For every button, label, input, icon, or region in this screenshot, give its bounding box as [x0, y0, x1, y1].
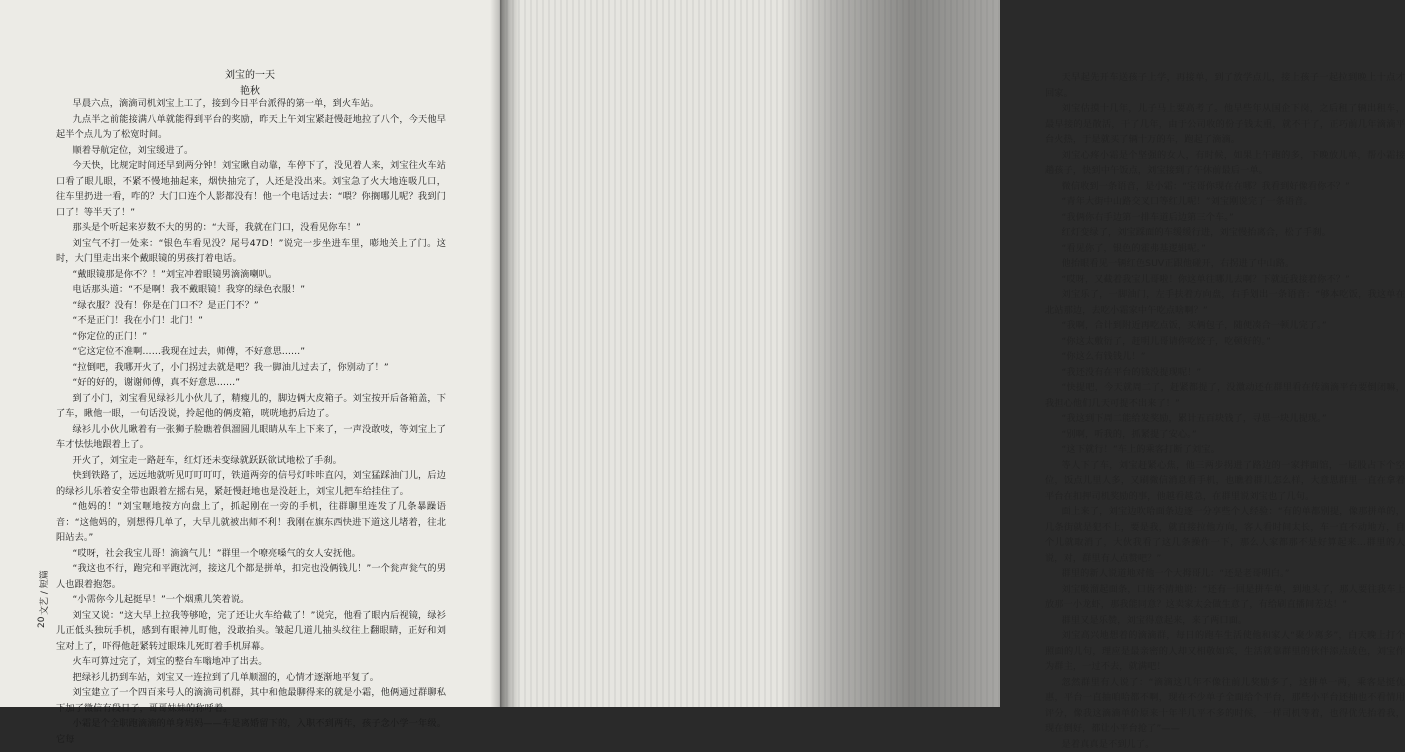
right-paragraph: “哎呀，又截着我宝儿哥啦！你这单往哪儿去啊？下就近我接着你不？”: [1045, 272, 1405, 288]
right-paragraph: 刘宝乐了，一脚油门，左手扶着方向盘，右手划出一条语音：“够本吃饭，我这单在北站那边，去吃小霜家中午吃点啥啊？”: [1045, 287, 1405, 318]
left-page-body: [56, 96, 446, 747]
left-paragraph: 绿衫儿小伙儿瞅着有一张狮子脸瞧着俱溜圆儿眼睛从车上下来了，一声没敢吱，等刘宝上了车才怯怯地跟着上了。: [56, 422, 446, 453]
left-paragraph: 刘宝气不打一处来：“银色车看见没？尾号47D！”说完一步坐进车里，嘭地关上了门。这时，大门里走出来个戴眼镜的男孩打着电话。: [56, 236, 446, 267]
right-paragraph: “我啊，合计到附近再吃点饭，买俩包子，随便凑合一顿儿完了。”: [1045, 318, 1405, 334]
left-paragraph: “他妈的！”刘宝咂地按方向盘上了，抓起刚在一旁的手机，往群聊里连发了几条暴躁语音：“这他妈的，别想得几单了，大早儿就被出师不利！我刚在旗东西快进下道这儿堵着，往北阳站去。”: [56, 499, 446, 546]
left-paragraph: 今天快，比规定时间还早到两分钟！刘宝瞅自动靠，车停下了，没见着人来，刘宝往火车站口看了眼儿眼，不紧不慢地抽起来，烟快抽完了，人还是没出来。刘宝急了火大地连吸几口，往车里扔进一看，咋的？大门口连个人影都没有！他一个电话过去：“喂？你搁哪儿呢？我到门口了！等半天了！”: [56, 158, 446, 220]
story-title: 刘宝的一天: [0, 66, 500, 81]
left-paragraph: “好的好的，谢谢师傅，真不好意思……”: [56, 375, 446, 391]
left-paragraph: 刘宝建立了一个四百来号人的滴滴司机群，其中和他最聊得来的就是小霜，他俩通过群聊私下加了微信有段日子，哥哥妹妹的称呼着。: [56, 685, 446, 716]
right-page-body: [1045, 70, 1405, 752]
page-number: 20: [37, 617, 47, 628]
left-paragraph: “我这也不行，跑完和平跑沈河，接这几个都是拼单，扣完也没俩钱儿！”一个瓮声瓮气的男人也跟着抱怨。: [56, 561, 446, 592]
left-paragraph: 小霜是个全职跑滴滴的单身妈妈——车是离婚留下的，入职不到两年，孩子念小学一年级。它每: [56, 716, 446, 747]
left-paragraph: 到了小门，刘宝看见绿衫儿小伙儿了，精瘦儿的，脚边俩大皮箱子。刘宝按开后备箱盖，下了车，瞅他一眼，一句话没说，拎起他的俩皮箱，咣咣地扔后边了。: [56, 391, 446, 422]
left-paragraph: “不是正门！我在小门！北门！”: [56, 313, 446, 329]
right-paragraph: 他抬眼看见一辆红色SUV正跟他碰开，右拐进了中山路。: [1045, 256, 1405, 272]
right-paragraph: 红灯变绿了，刘宝踩面的车缓缓行进，刘宝慢抬离合，松了手刹。: [1045, 225, 1405, 241]
right-paragraph: “你这么有钱钱儿！”: [1045, 349, 1405, 365]
right-paragraph: “这下就行！”车上的乘客打断了刘宝。: [1045, 442, 1405, 458]
left-paragraph: “哎呀，社会我宝儿哥！滴滴气儿！”群里一个嘹亮嗓气的女人安抚他。: [56, 546, 446, 562]
right-paragraph: 刘宝吸溜起面条，口齿不清地说：“还有一回是拼车单，到地头了，那人要往我车上放那一小龙虾，那我能同意？这卖家太会做生意了，有给刷直播间差达！”: [1045, 582, 1405, 613]
left-paragraph: “绿衣服？没有！你是在门口不？是正门不？”: [56, 298, 446, 314]
left-paragraph: 把绿衫儿扔到车站，刘宝又一连拉到了几单顺溜的，心情才逐渐地平复了。: [56, 670, 446, 686]
left-paragraph: 九点半之前能接满八单就能得到平台的奖励，昨天上午刘宝紧赶慢赶地拉了八个，今天他早起半个点儿为了松宽时间。: [56, 112, 446, 143]
left-page: [0, 0, 500, 707]
right-paragraph: 刘宝估摸十几年，儿子马上要高考了。他早些年从国企下岗，之后租了辆出租车，最早接的是散活，干了几年，由于公司收的份子钱太重，就不干了，正巧前几年滴滴平台火热，于是就买了辆十万的车，跑起了滴滴。: [1045, 101, 1405, 148]
left-paragraph: 刘宝又说：“这大早上拉我等够呛，完了还让火车给截了！”说完，他看了眼内后视镜，绿衫儿正低头独玩手机，感到有眼神儿盯他，没敢抬头。皱起几道儿抽头纹往上翻眼睛，正好和刘宝对上了，吓得他赶紧转过眼珠儿死盯着手机屏幕。: [56, 608, 446, 655]
left-paragraph: 火车可算过完了，刘宝的整台车嗡地冲了出去。: [56, 654, 446, 670]
right-paragraph: 等人下了车，刘宝赶紧心焦，他三两步拐进了路边的一家拌面馆，一屁股占下个空位，饭点儿里人多，又刷微信消息看手机，也瞧着群儿怎么样，大意思群里一直在拿着平台在扣押司机奖励的事，他越看越急，在群里说刘宝也了几句。: [1045, 458, 1405, 505]
right-paragraph: 微信收到一条语音，是小霜：“宝哥你现在在哪？我看到好像看你不？”: [1045, 179, 1405, 195]
right-paragraph: 群里又是乐赞，刘宝得意起来，来了两口面。: [1045, 613, 1405, 629]
author-name: 艳秋: [0, 82, 500, 97]
book-gutter: [490, 0, 510, 707]
left-paragraph: 顺着导航定位，刘宝缓进了。: [56, 143, 446, 159]
left-paragraph: “它这定位不准啊……我现在过去，师傅，不好意思……”: [56, 344, 446, 360]
left-paragraph: “戴眼镜那是你不？！”刘宝冲着眼镜男滴滴喇叭。: [56, 267, 446, 283]
left-paragraph: “你定位的正门！”: [56, 329, 446, 345]
right-paragraph: 是着真真是不到儿了。: [1045, 737, 1405, 752]
left-paragraph: 开火了，刘宝走一路赶车，红灯还未变绿就跃跃欲试地松了手刹。: [56, 453, 446, 469]
left-paragraph: 电话那头道：“不是啊！我不戴眼镜！我穿的绿色衣服！”: [56, 282, 446, 298]
left-paragraph: 那头是个听起来岁数不大的男的：“大哥，我就在门口，没看见你车！”: [56, 220, 446, 236]
left-paragraph: 快到铁路了，远远地就听见叮叮叮叮，铁道两旁的信号灯咔咔直闪，刘宝猛踩油门儿，后边的绿衫儿乐着安全带也跟着左摇右晃，紧赶慢赶地也是没赶上，刘宝儿把车给挂住了。: [56, 468, 446, 499]
right-paragraph: “青年大街中山路交叉口等红儿呢！”刘宝刚说完了一条语音。: [1045, 194, 1405, 210]
left-paragraph: “拉倒吧，我哪开火了，小门拐过去就是吧？我一脚油儿过去了，你别动了！”: [56, 360, 446, 376]
right-paragraph: 面上来了，刘宝边吹哈面条边逐一分享些个人经验：“有的单都别提，像那拼单的，几条街就是犯不上，要是我，就直接拉他方向，客人看时间太长，车一直不动地方，自个儿就取消了，大伙我看了这几条操作一下，那么人家都那不是好算起来…群里的人说，对，群里有人点赞吧？”: [1045, 504, 1405, 566]
right-paragraph: “你这太敷衍了，赶明儿哥请你吃饺子，吃顿好的。”: [1045, 334, 1405, 350]
left-paragraph: 早晨六点，滴滴司机刘宝上工了，接到今日平台派得的第一单，到火车站。: [56, 96, 446, 112]
right-paragraph: 群里的新人说道地对他一个大拇哥儿：“还是老哥明白。”: [1045, 566, 1405, 582]
right-paragraph: 天早起先开车送孩子上学，再接单，到了放学点儿，接上孩子一起拉到晚上十点才回家。: [1045, 70, 1405, 101]
right-paragraph: “我俩你右手边第一排车道后边第三个车。”: [1045, 210, 1405, 226]
left-paragraph: “小需你今儿起挺早！”一个烟熏儿笑着说。: [56, 592, 446, 608]
right-paragraph: 刘宝心疼小霜是个坚强的女人，有时候，如果上午跑的多，下晚放儿单，帮小霜接趟孩子，快到中午饭点，刘宝接到了午休前最后一单。: [1045, 148, 1405, 179]
right-paragraph: 忽然群里有人说了：“滴滴这几年不像往前儿奖励多了，这拼单一两，乘客是挺优惠，平台一直抽咱哈都不啊，现在不少单子全面给个平台，那些小平台还抽也不看情用评分，像我这滴滴单价原来十年半几平不多的时候，一样司机等着，也得优先抬着我，现在倒好，都让小平台抢了”——: [1045, 675, 1405, 737]
right-paragraph: “我还没有在平台的钱没提现呢！”: [1045, 365, 1405, 381]
right-paragraph: “快提吧，今天就周二了，赶紧都提了，没激动还在群里看在传滴滴平台要倒闭嘛，我担心他们几天可提不出来了！”: [1045, 380, 1405, 411]
right-paragraph: “别啊，听我的，抓紧提了安心。”: [1045, 427, 1405, 443]
right-paragraph: “我这到下周二能给发奖励，累计五百块钱了，寻思一块儿提现。”: [1045, 411, 1405, 427]
section-label: 文艺 / 短篇: [37, 570, 50, 615]
right-paragraph: 刘宝高兴地想着的滴滴群，每日的跑车生活使他和家人“聚少离多”，白天晚上打个照面的儿句，理应是最亲密的人却又相敬如宾，生活就靠群里的伙伴添点成色，刘宝作为群主，一过不去，就满吧！: [1045, 628, 1405, 675]
right-paragraph: “看见你了，银色的霍弗基逻辑呢。”: [1045, 241, 1405, 257]
right-page: [500, 0, 1000, 707]
